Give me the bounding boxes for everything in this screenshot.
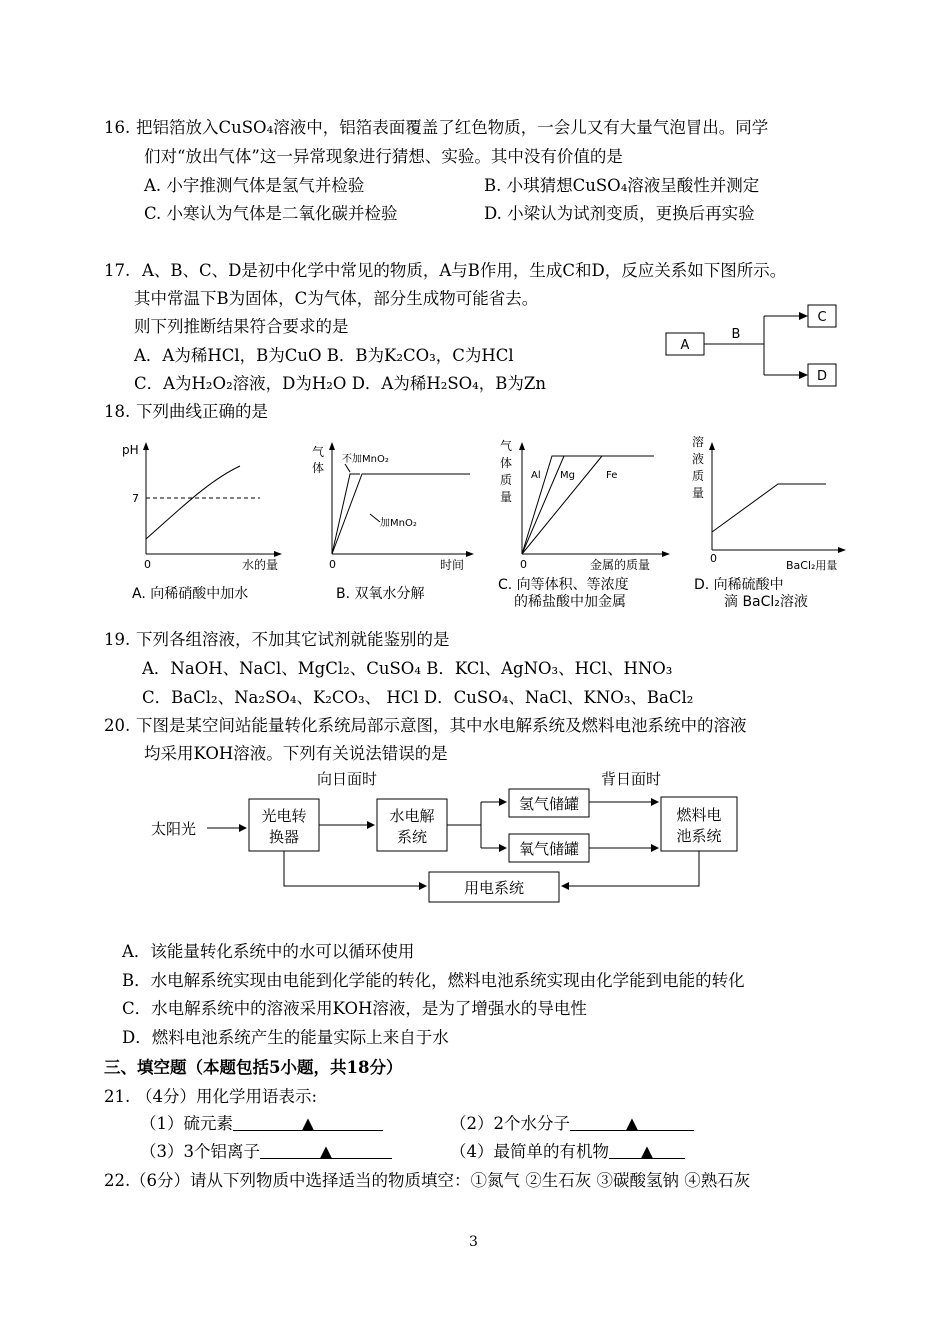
q20-pv-label-2: 换器 (268, 828, 300, 846)
q20-option-d: D．燃料电池系统产生的能量实际上来自于水 (122, 1028, 449, 1047)
q18-chart-a-xlabel: 水的量 (242, 558, 279, 572)
q18-chart-c-ylabel-3: 质 (500, 473, 513, 487)
q18-chart-c-curve-al (522, 456, 654, 554)
q18-chart-d-xlabel: BaCl₂用量 (786, 559, 838, 572)
q18-chart-a-ylabel: pH (122, 443, 139, 457)
q18-chart-b-ylabel-2: 体 (312, 461, 325, 475)
q19-options-ab: A．NaOH、NaCl、MgCl₂、CuSO₄ B．KCl、AgNO₃、HCl、HNO₃ (142, 659, 673, 678)
q16-option-d: D. 小梁认为试剂变质，更换后再实验 (484, 204, 755, 223)
q21-item-3 (140, 1142, 392, 1162)
q20-day-label: 向日面时 (317, 770, 378, 788)
q18-chart-c-label-fe: Fe (606, 470, 618, 481)
q16-stem-line2: 们对“放出气体”这一异常现象进行猜想、实验。其中没有价值的是 (144, 147, 623, 166)
q18-chart-b-label-without: 不加MnO₂ (342, 454, 389, 465)
q18-chart-c-caption-1: C. 向等体积、等浓度 (498, 577, 629, 593)
q16-option-b: B. 小琪猜想CuSO₄溶液呈酸性并测定 (484, 176, 760, 195)
q20-sunlight-label: 太阳光 (151, 820, 197, 838)
q18-chart-a-caption: A. 向稀硝酸中加水 (132, 586, 249, 602)
q17-options-cd: C．A为H₂O₂溶液，D为H₂O D．A为稀H₂SO₄，B为Zn (134, 374, 547, 393)
q20-o2-tank-label: 氧气储罐 (518, 840, 580, 858)
q18-chart-b (300, 436, 490, 611)
q20-number: 20. (104, 716, 131, 735)
q16-stem-line1: 把铝箔放入CuSO₄溶液中，铝箔表面覆盖了红色物质，一会儿又有大量气泡冒出。同学 (136, 118, 769, 137)
answer-marker-triangle: ▲ (640, 1142, 654, 1161)
q17-box-a-label: A (680, 338, 690, 353)
q19-stem: 下列各组溶液，不加其它试剂就能鉴别的是 (136, 630, 450, 649)
q22-number: 22. (104, 1171, 131, 1190)
q18-chart-c-ylabel-1: 气 (500, 439, 513, 453)
q18-chart-a-origin: 0 (144, 558, 151, 571)
q19-number: 19. (104, 630, 131, 649)
q18-chart-c-ylabel-2: 体 (500, 456, 513, 470)
q20-stem-line2: 均采用KOH溶液。下列有关说法错误的是 (144, 744, 448, 763)
q17-stem-line2: 其中常温下B为固体，C为气体，部分生成物可能省去。 (134, 289, 539, 308)
q16-number: 16. (104, 118, 131, 137)
q20-electrolysis-label-1: 水电解 (389, 807, 435, 825)
q18-chart-a (118, 436, 293, 611)
q17-options-ab: A．A为稀HCl，B为CuO B．B为K₂CO₃，C为HCl (134, 346, 514, 365)
q21-item-1 (140, 1114, 383, 1134)
q20-stem-line1: 下图是某空间站能量转化系统局部示意图，其中水电解系统及燃料电池系统中的溶液 (136, 716, 747, 735)
q17-box-c-label: C (817, 310, 827, 325)
q18-chart-a-curve (146, 466, 240, 539)
q18-chart-d-caption-1: D. 向稀硫酸中 (694, 577, 784, 593)
q20-pv-label-1: 光电转 (261, 807, 307, 825)
q18-chart-d-ylabel-1: 溶 (692, 436, 705, 449)
answer-marker-triangle: ▲ (301, 1114, 315, 1133)
q18-chart-c-curve-mg (522, 456, 564, 554)
q20-option-c: C．水电解系统中的溶液采用KOH溶液，是为了增强水的导电性 (122, 999, 587, 1018)
q18-chart-c-xlabel: 金属的质量 (590, 558, 651, 572)
q20-fuel-cell-label-1: 燃料电 (676, 806, 722, 824)
q18-chart-b-xlabel: 时间 (440, 558, 465, 572)
q21-item-2-answer-blank[interactable] (570, 1114, 694, 1131)
q21-item-1-label: （1）硫元素 (140, 1114, 233, 1133)
q20-fuel-cell-label-2: 池系统 (676, 827, 722, 845)
q22-stem: （6分）请从下列物质中选择适当的物质填空：①氮气 ②生石灰 ③碳酸氢钠 ④熟石灰 (130, 1171, 751, 1190)
q18-chart-d-curve (712, 484, 826, 532)
q21-item-4-answer-blank[interactable] (609, 1142, 685, 1159)
q19-options-cd: C．BaCl₂、Na₂SO₄、K₂CO₃、 HCl D．CuSO₄、NaCl、KNO₃、BaCl₂ (142, 688, 694, 707)
q18-chart-d-origin: 0 (710, 552, 717, 565)
q18-chart-b-curve-with (332, 474, 470, 554)
q20-electrolysis-label-2: 系统 (396, 828, 428, 846)
q18-chart-d-ylabel-3: 质 (692, 469, 705, 483)
q21-stem: （4分）用化学用语表示: (136, 1087, 318, 1106)
q18-chart-c-label-mg: Mg (560, 470, 575, 481)
q17-stem-line3: 则下列推断结果符合要求的是 (134, 317, 349, 336)
q16-option-c: C. 小寒认为气体是二氧化碳并检验 (144, 204, 398, 223)
q17-reaction-diagram (660, 300, 850, 392)
q18-chart-b-label-with: 加MnO₂ (380, 518, 417, 529)
q18-chart-c-origin: 0 (520, 558, 527, 571)
q20-night-label: 背日面时 (601, 770, 662, 788)
q17-number: 17. (104, 261, 131, 280)
q18-number: 18. (104, 402, 131, 421)
q18-chart-d (688, 436, 868, 614)
q17-arrow-b-label: B (731, 327, 741, 342)
q21-item-4 (450, 1142, 685, 1162)
q17-box-d-label: D (816, 369, 828, 384)
q21-item-3-label: （3）3个铝离子 (140, 1142, 260, 1161)
answer-marker-triangle: ▲ (625, 1114, 639, 1133)
q18-chart-c-label-al: Al (531, 470, 541, 481)
q18-chart-b-origin: 0 (329, 558, 336, 571)
q18-chart-c-caption-2: 的稀盐酸中加金属 (514, 594, 626, 610)
answer-marker-triangle: ▲ (319, 1142, 333, 1161)
q18-chart-a-tick-7: 7 (132, 492, 139, 505)
q20-power-use-label: 用电系统 (463, 879, 525, 897)
q20-option-a: A．该能量转化系统中的水可以循环使用 (122, 942, 415, 961)
q21-item-2-label: （2）2个水分子 (450, 1114, 570, 1133)
q20-option-b: B．水电解系统实现由电能到化学能的转化，燃料电池系统实现由化学能到电能的转化 (122, 971, 745, 990)
q18-stem: 下列曲线正确的是 (136, 402, 268, 421)
q21-item-1-answer-blank[interactable] (233, 1114, 383, 1131)
q18-chart-c-ylabel-4: 量 (500, 490, 513, 504)
q21-item-4-label: （4）最简单的有机物 (450, 1142, 609, 1161)
section-3-heading: 三、填空题（本题包括5小题，共18分） (104, 1058, 403, 1077)
q18-chart-d-ylabel-4: 量 (692, 486, 705, 500)
q18-chart-b-caption: B. 双氧水分解 (336, 586, 425, 602)
q20-h2-tank-label: 氢气储罐 (518, 795, 580, 813)
q21-item-2 (450, 1114, 694, 1134)
q18-chart-c (494, 436, 684, 614)
q21-number: 21. (104, 1087, 131, 1106)
q18-chart-d-ylabel-2: 液 (692, 452, 705, 466)
q18-chart-d-caption-2: 滴 BaCl₂溶液 (724, 594, 808, 610)
q21-item-3-answer-blank[interactable] (260, 1142, 392, 1159)
q20-energy-diagram (145, 764, 755, 912)
q17-stem-line1: A、B、C、D是初中化学中常见的物质，A与B作用，生成C和D，反应关系如下图所示。 (142, 261, 787, 280)
q18-chart-b-ylabel-1: 气 (312, 445, 325, 459)
page-number: 3 (469, 1234, 478, 1250)
q16-option-a: A. 小宇推测气体是氢气并检验 (144, 176, 365, 195)
